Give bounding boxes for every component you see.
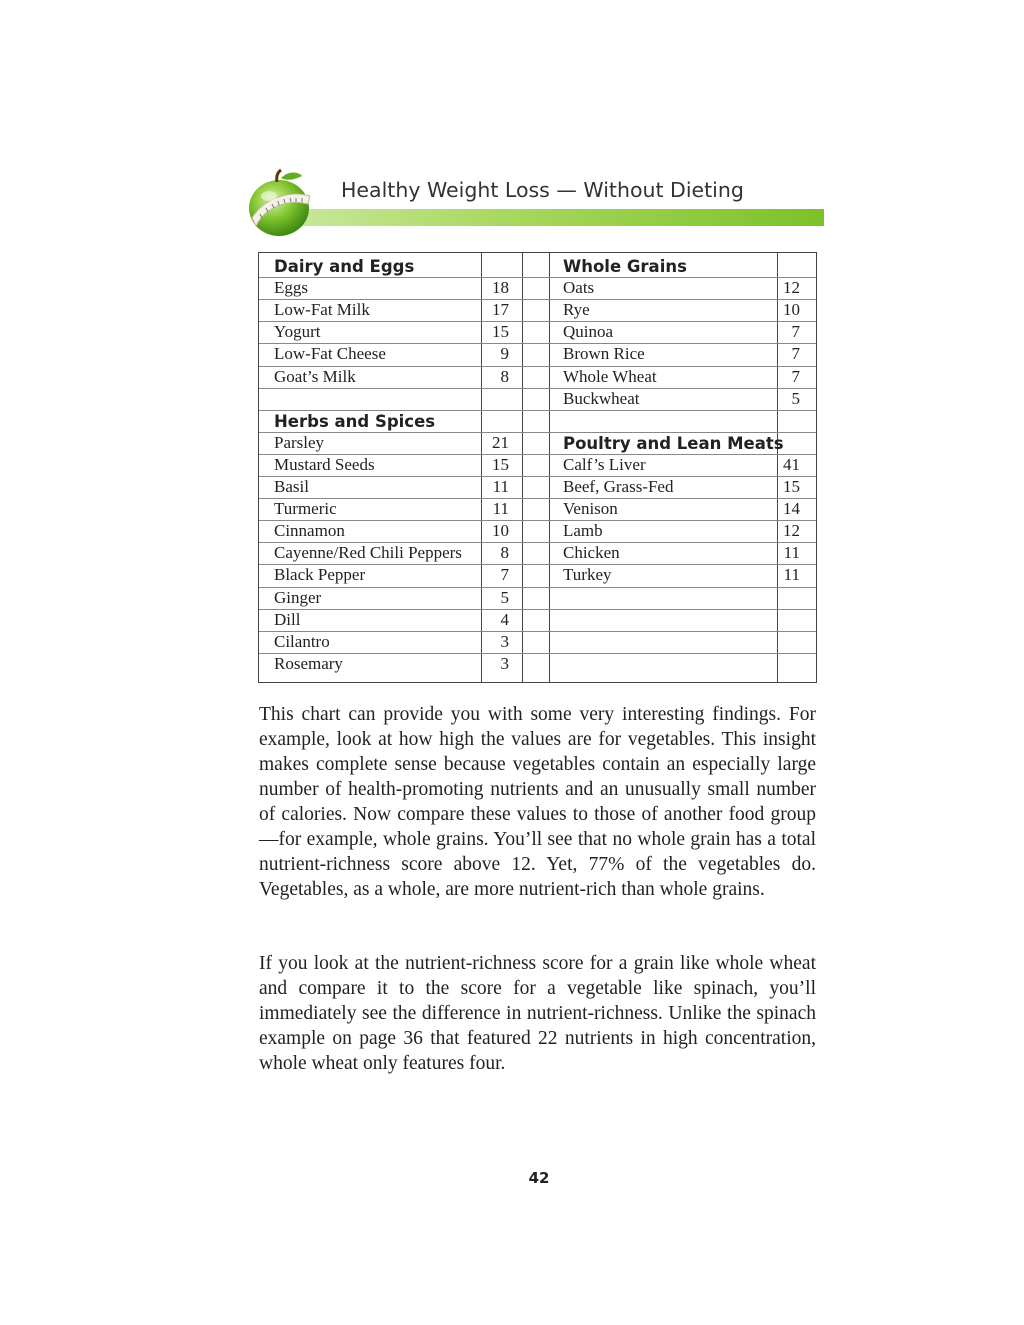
nutrient-score: 21 [492,432,509,452]
nutrient-score: 7 [500,565,509,585]
food-item-label: Goat’s Milk [274,366,356,386]
page-header [244,168,824,240]
food-item-label: Beef, Grass-Fed [563,477,674,496]
table-divider [522,253,523,682]
header-green-bar [290,209,824,226]
food-item-label: Mustard Seeds [274,454,375,474]
body-paragraph-1: This chart can provide you with some very interesting findings. For example, look at how high the values are for vegetables. This insight makes complete sense because vegetables contain an especially large number of health-promoting nutrients and an unusually small number of calories. Now compare these values to those of another food group—for example, whole grains. You’ll see that no whole grain has a total nutrient-richness score above 12. Yet, 77% of the vegetables do. Vegetables, as a whole, are more nutrient-rich than whole grains. [259,704,816,900]
nutrient-score: 7 [791,322,800,342]
nutrient-score: 12 [783,521,800,541]
food-item-label: Black Pepper [274,565,366,585]
food-item-label: Rye [563,300,590,320]
nutrient-score: 15 [783,477,800,496]
table-row-divider [259,476,816,477]
food-item-label: Cinnamon [274,521,345,541]
food-item-label: Ginger [274,587,322,607]
nutrient-score: 3 [500,653,509,673]
food-item-label: Whole Wheat [563,366,657,386]
nutrient-score: 7 [791,344,800,364]
food-item-label: Turmeric [274,499,337,519]
nutrient-score: 17 [492,300,509,320]
food-item-label: Cilantro [274,631,330,651]
table-row-divider [259,587,816,588]
table-row-divider [259,631,816,632]
table-row-divider [259,498,816,499]
nutrient-score: 15 [492,322,509,342]
table-row-divider [259,388,816,389]
table-divider [777,253,778,682]
category-heading: Whole Grains [563,257,687,276]
nutrient-score: 11 [783,565,800,585]
nutrient-score: 18 [492,278,509,298]
food-item-label: Chicken [563,543,620,563]
food-item-label: Basil [274,477,309,496]
food-item-label: Turkey [563,565,612,585]
food-item-label: Rosemary [274,653,343,673]
food-item-label: Cayenne/Red Chili Peppers [274,543,462,563]
nutrient-score: 4 [500,609,509,629]
nutrient-score: 11 [492,477,509,496]
nutrient-score: 8 [500,543,509,563]
food-item-label: Buckwheat [563,388,640,408]
nutrient-score: 41 [783,454,800,474]
nutrient-score: 10 [492,521,509,541]
nutrient-score: 10 [783,300,800,320]
body-paragraph-2: If you look at the nutrient-richness score for a grain like whole wheat and compare it to the score for a vegetable like spinach, you’ll immediately see the difference in nutrient-richness. Unlike the spinach example on page 36 that featured 22 nutrients in high concentration, whole wheat only features four. [259,953,816,1074]
category-heading: Herbs and Spices [274,411,436,431]
nutrient-score: 9 [500,344,509,364]
food-item-label: Lamb [563,521,603,541]
category-heading: Poultry and Lean Meats [563,433,784,453]
food-item-label: Low-Fat Cheese [274,344,386,364]
nutrient-score: 7 [791,366,800,386]
food-item-label: Parsley [274,432,325,452]
table-row-divider [259,609,816,610]
food-item-label: Oats [563,278,595,298]
nutrient-score: 3 [500,631,509,651]
food-item-label: Eggs [274,278,308,298]
table-divider [481,253,482,682]
food-item-label: Dill [274,609,301,629]
food-item-label: Yogurt [274,322,321,342]
nutrient-score: 14 [783,499,800,519]
page-number: 42 [528,1169,550,1187]
nutrient-score: 5 [500,587,509,607]
food-item-label: Low-Fat Milk [274,300,370,320]
nutrient-score: 12 [783,278,800,298]
nutrient-score: 8 [500,366,509,386]
table-row-divider [259,321,816,322]
green-apple-measuring-tape-icon [244,168,314,240]
nutrient-table [258,252,817,683]
nutrient-score: 15 [492,454,509,474]
food-item-label: Venison [563,499,618,519]
food-item-label: Quinoa [563,322,614,342]
nutrient-score: 5 [791,388,800,408]
category-heading: Dairy and Eggs [274,257,415,276]
nutrient-score: 11 [783,543,800,563]
food-item-label: Calf’s Liver [563,454,646,474]
header-title: Healthy Weight Loss — Without Dieting [341,178,744,202]
table-divider [549,253,550,682]
food-item-label: Brown Rice [563,344,645,364]
nutrient-score: 11 [492,499,509,519]
